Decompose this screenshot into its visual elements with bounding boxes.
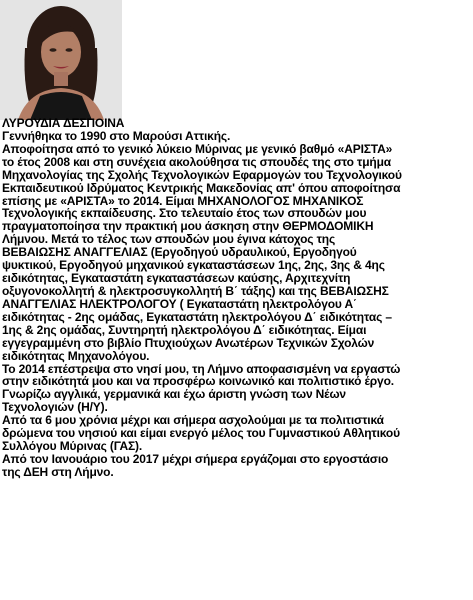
bio-line: ειδικότητας - 2ης ομάδας, Εγκαταστάτη ηλεκτρολόγου Δ΄ ειδικότητας –: [2, 309, 392, 324]
bio-line: Από τα 6 μου χρόνια μέχρι και σήμερα ασχολούμαι με τα πολιτιστικά: [2, 413, 384, 428]
bio-line: Μηχανολογίας της Σχολής Τεχνολογικών Εφαρμογών του Τεχνολογικού: [2, 167, 402, 182]
bio-line: 1ης & 2ης ομάδας, Συντηρητή ηλεκτρολόγου Δ΄ ειδικότητας. Είμαι: [2, 322, 367, 337]
portrait-photo: [0, 0, 122, 120]
bio-line: το έτος 2008 και στη συνέχεια ακολούθησα τις σπουδές της στο τμήμα: [2, 154, 392, 169]
bio-name: ΛΥΡΟΥΔΙΑ ΔΕΣΠΟΙΝΑ: [2, 116, 125, 130]
bio-line: εγγεγραμμένη στο βιβλίο Πτυχιούχων Ανωτέρων Τεχνικών Σχολών: [2, 335, 375, 350]
bio-line: ειδικότητας, Εγκαταστάτη εγκαταστάσεων καύσης, Αρχιτεχνίτη: [2, 271, 351, 286]
bio-line: ΒΕΒΑΙΩΣΗΣ ΑΝΑΓΓΕΛΙΑΣ (Εργοδηγού υδραυλικού, Εργοδηγού: [2, 245, 357, 260]
bio-line: ψυκτικού, Εργοδηγού μηχανικού εγκαταστάσεων 1ης, 2ης, 3ης & 4ης: [2, 258, 385, 273]
bio-line: ειδικότητας Μηχανολόγου.: [2, 348, 150, 363]
bio-line: Συλλόγου Μύρινας (ΓΑΣ).: [2, 439, 143, 454]
bio-line: Αποφοίτησα από το γενικό λύκειο Μύρινας με γενικό βαθμό «ΑΡΙΣΤΑ»: [2, 141, 393, 156]
bio-line: Λήμνου. Μετά το τέλος των σπουδών μου έγινα κάτοχος της: [2, 232, 336, 247]
biography: [2, 117, 472, 479]
bio-line: ΑΝΑΓΓΕΛΙΑΣ ΗΛΕΚΤΡΟΛΟΓΟΥ ( Εγκαταστάτη ηλεκτρολόγου Α΄: [2, 296, 357, 311]
bio-line: οξυγονοκολλητή & ηλεκτροσυγκολλητή Β΄ τάξης) και της ΒΕΒΑΙΩΣΗΣ: [2, 283, 389, 298]
bio-line: Εκπαιδευτικού Ιδρύματος Κεντρικής Μακεδονίας απ' όπου αποφοίτησα: [2, 180, 401, 195]
bio-line: Το 2014 επέστρεψα στο νησί μου, τη Λήμνο αποφασισμένη να εργαστώ: [2, 361, 401, 376]
bio-line: Γεννήθηκα το 1990 στο Μαρούσι Αττικής.: [2, 128, 231, 143]
bio-line: στην ειδικότητά μου και να προσφέρω κοινωνικό και πολιτιστικό έργο.: [2, 374, 394, 389]
bio-line: Από τον Ιανουάριο του 2017 μέχρι σήμερα εργάζομαι στο εργοστάσιο: [2, 451, 389, 466]
bio-line: της ΔΕΗ στη Λήμνο.: [2, 464, 114, 479]
bio-line: Γνωρίζω αγγλικά, γερμανικά και έχω άριστη γνώση των Νέων: [2, 387, 346, 402]
bio-line: επίσης με «ΑΡΙΣΤΑ» το 2014. Είμαι ΜΗΧΑΝΟΛΟΓΟΣ ΜΗΧΑΝΙΚΟΣ: [2, 193, 364, 208]
bio-line: Τεχνολογικής εκπαίδευσης. Στο τελευταίο έτος των σπουδών μου: [2, 206, 367, 221]
bio-line: δρώμενα του νησιού και είμαι ενεργό μέλος του Γυμναστικού Αθλητικού: [2, 426, 400, 441]
bio-line: πραγματοποίησα την πρακτική μου άσκηση στην ΘΕΡΜΟΔΟΜΙΚΗ: [2, 219, 374, 234]
portrait-illustration: [0, 0, 122, 120]
bio-line: Τεχνολογιών (Η/Υ).: [2, 400, 108, 415]
